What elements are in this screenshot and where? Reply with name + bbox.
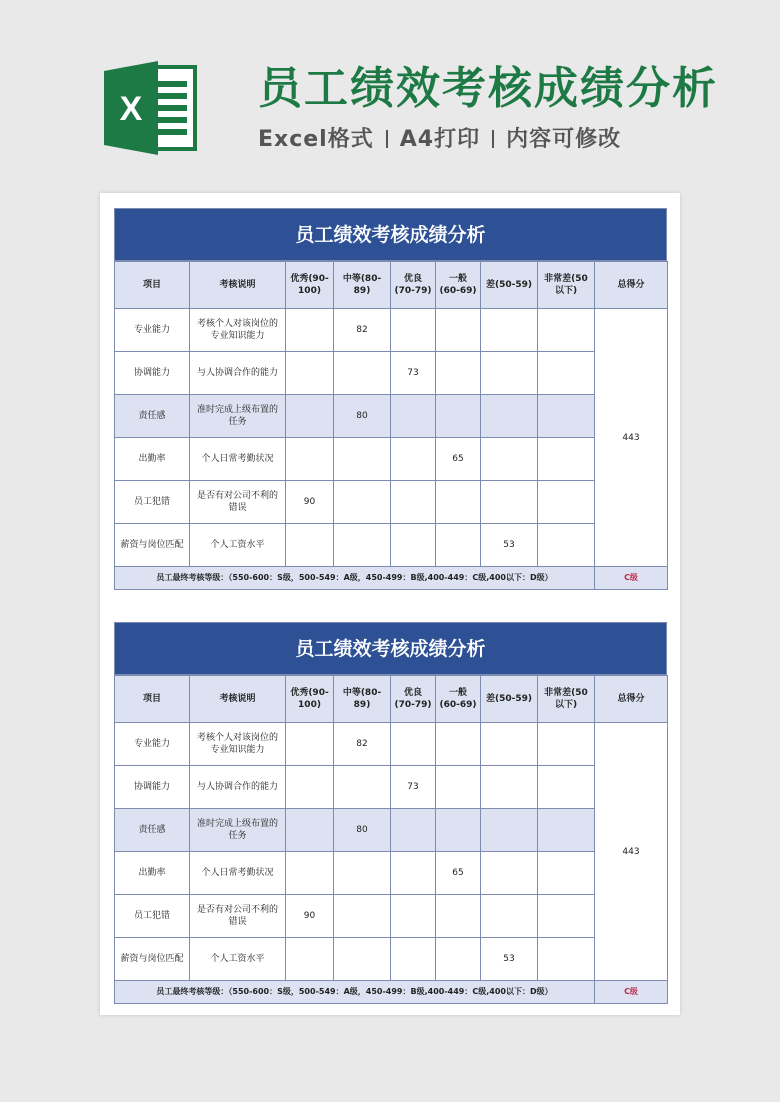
header-row (115, 676, 668, 723)
empty-cell (436, 481, 481, 524)
header-medium: 中等(80-89) (334, 262, 391, 309)
total-score: 443 (595, 309, 668, 567)
empty-cell (286, 524, 334, 567)
row-item: 薪资与岗位匹配 (115, 938, 190, 981)
empty-cell (538, 809, 595, 852)
empty-cell (391, 395, 436, 438)
empty-cell (391, 938, 436, 981)
table-row (115, 524, 668, 567)
excel-icon (100, 57, 200, 157)
empty-cell (481, 395, 538, 438)
table-row (115, 481, 668, 524)
empty-cell (538, 723, 595, 766)
empty-cell (436, 895, 481, 938)
empty-cell (481, 309, 538, 352)
table-row (115, 438, 668, 481)
promo-header (0, 0, 780, 190)
footer-row (115, 981, 668, 1004)
svg-text:X: X (119, 90, 143, 128)
empty-cell (334, 481, 391, 524)
header-average: 一般(60-69) (436, 262, 481, 309)
table-row (115, 895, 668, 938)
row-desc: 个人工资水平 (190, 524, 286, 567)
sheet-title: 员工绩效考核成绩分析 (114, 208, 667, 261)
empty-cell (286, 938, 334, 981)
score-cell: 90 (286, 895, 334, 938)
empty-cell (391, 852, 436, 895)
header-poor: 差(50-59) (481, 676, 538, 723)
empty-cell (391, 895, 436, 938)
empty-cell (538, 481, 595, 524)
row-item: 协调能力 (115, 766, 190, 809)
empty-cell (391, 438, 436, 481)
row-item: 协调能力 (115, 352, 190, 395)
sheet-2 (114, 622, 667, 1004)
header-row (115, 262, 668, 309)
empty-cell (436, 766, 481, 809)
empty-cell (436, 809, 481, 852)
empty-cell (538, 852, 595, 895)
header-very-poor: 非常差(50以下) (538, 262, 595, 309)
editable-label: 内容可修改 (506, 127, 622, 152)
footer-row (115, 567, 668, 590)
header-very-poor: 非常差(50以下) (538, 676, 595, 723)
table-row (115, 938, 668, 981)
empty-cell (436, 352, 481, 395)
empty-cell (538, 395, 595, 438)
table-row (115, 766, 668, 809)
header-desc: 考核说明 (190, 676, 286, 723)
empty-cell (481, 723, 538, 766)
header-excellent: 优秀(90-100) (286, 676, 334, 723)
table-row (115, 395, 668, 438)
score-cell: 53 (481, 524, 538, 567)
empty-cell (538, 766, 595, 809)
header-average: 一般(60-69) (436, 676, 481, 723)
row-desc: 是否有对公司不利的错误 (190, 481, 286, 524)
row-desc: 准时完成上级布置的任务 (190, 809, 286, 852)
score-cell: 82 (334, 309, 391, 352)
empty-cell (286, 809, 334, 852)
empty-cell (334, 852, 391, 895)
empty-cell (391, 524, 436, 567)
empty-cell (481, 481, 538, 524)
format-label: Excel格式 (258, 127, 374, 152)
total-score: 443 (595, 723, 668, 981)
document-page (100, 193, 680, 1015)
row-item: 员工犯错 (115, 895, 190, 938)
header-good: 优良(70-79) (391, 262, 436, 309)
score-cell: 73 (391, 352, 436, 395)
header-excellent: 优秀(90-100) (286, 262, 334, 309)
row-item: 出勤率 (115, 438, 190, 481)
empty-cell (334, 524, 391, 567)
empty-cell (481, 766, 538, 809)
row-desc: 与人协调合作的能力 (190, 766, 286, 809)
score-cell: 80 (334, 809, 391, 852)
row-item: 责任感 (115, 809, 190, 852)
final-grade: C级 (595, 981, 668, 1004)
empty-cell (286, 395, 334, 438)
empty-cell (286, 852, 334, 895)
separator (492, 130, 494, 148)
row-item: 责任感 (115, 395, 190, 438)
row-desc: 与人协调合作的能力 (190, 352, 286, 395)
row-desc: 个人工资水平 (190, 938, 286, 981)
score-table (114, 675, 668, 1004)
score-cell: 80 (334, 395, 391, 438)
row-item: 员工犯错 (115, 481, 190, 524)
score-cell: 82 (334, 723, 391, 766)
row-desc: 个人日常考勤状况 (190, 438, 286, 481)
empty-cell (481, 895, 538, 938)
empty-cell (436, 938, 481, 981)
empty-cell (334, 895, 391, 938)
row-item: 专业能力 (115, 309, 190, 352)
row-desc: 考核个人对该岗位的专业知识能力 (190, 309, 286, 352)
separator (386, 130, 388, 148)
empty-cell (481, 438, 538, 481)
empty-cell (391, 809, 436, 852)
empty-cell (538, 938, 595, 981)
promo-title: 员工绩效考核成绩分析 (258, 63, 718, 114)
final-grade: C级 (595, 567, 668, 590)
print-label: A4打印 (399, 127, 481, 152)
sheet-title: 员工绩效考核成绩分析 (114, 622, 667, 675)
table-row (115, 309, 668, 352)
empty-cell (481, 852, 538, 895)
empty-cell (538, 309, 595, 352)
empty-cell (334, 938, 391, 981)
header-total: 总得分 (595, 262, 668, 309)
empty-cell (391, 723, 436, 766)
empty-cell (538, 895, 595, 938)
score-cell: 65 (436, 852, 481, 895)
empty-cell (436, 395, 481, 438)
row-desc: 是否有对公司不利的错误 (190, 895, 286, 938)
grade-legend: 员工最终考核等级：（550-600：S级，500-549：A级，450-499：B级,400-449：C级,400以下：D级） (115, 567, 595, 590)
empty-cell (436, 723, 481, 766)
row-desc: 个人日常考勤状况 (190, 852, 286, 895)
header-item: 项目 (115, 262, 190, 309)
empty-cell (334, 438, 391, 481)
row-item: 薪资与岗位匹配 (115, 524, 190, 567)
empty-cell (286, 723, 334, 766)
score-cell: 65 (436, 438, 481, 481)
table-row (115, 809, 668, 852)
empty-cell (481, 352, 538, 395)
grade-legend: 员工最终考核等级：（550-600：S级，500-549：A级，450-499：B级,400-449：C级,400以下：D级） (115, 981, 595, 1004)
header-desc: 考核说明 (190, 262, 286, 309)
empty-cell (538, 352, 595, 395)
header-item: 项目 (115, 676, 190, 723)
empty-cell (538, 438, 595, 481)
empty-cell (286, 309, 334, 352)
empty-cell (286, 438, 334, 481)
empty-cell (391, 309, 436, 352)
table-row (115, 852, 668, 895)
sheet-1 (114, 208, 667, 590)
empty-cell (391, 481, 436, 524)
row-desc: 准时完成上级布置的任务 (190, 395, 286, 438)
header-total: 总得分 (595, 676, 668, 723)
empty-cell (334, 766, 391, 809)
promo-subtitle (258, 122, 621, 153)
empty-cell (286, 766, 334, 809)
header-poor: 差(50-59) (481, 262, 538, 309)
row-desc: 考核个人对该岗位的专业知识能力 (190, 723, 286, 766)
empty-cell (334, 352, 391, 395)
empty-cell (286, 352, 334, 395)
score-table (114, 261, 668, 590)
header-medium: 中等(80-89) (334, 676, 391, 723)
score-cell: 53 (481, 938, 538, 981)
empty-cell (481, 809, 538, 852)
row-item: 专业能力 (115, 723, 190, 766)
score-cell: 90 (286, 481, 334, 524)
table-row (115, 723, 668, 766)
header-good: 优良(70-79) (391, 676, 436, 723)
table-row (115, 352, 668, 395)
empty-cell (436, 524, 481, 567)
empty-cell (538, 524, 595, 567)
empty-cell (436, 309, 481, 352)
row-item: 出勤率 (115, 852, 190, 895)
score-cell: 73 (391, 766, 436, 809)
